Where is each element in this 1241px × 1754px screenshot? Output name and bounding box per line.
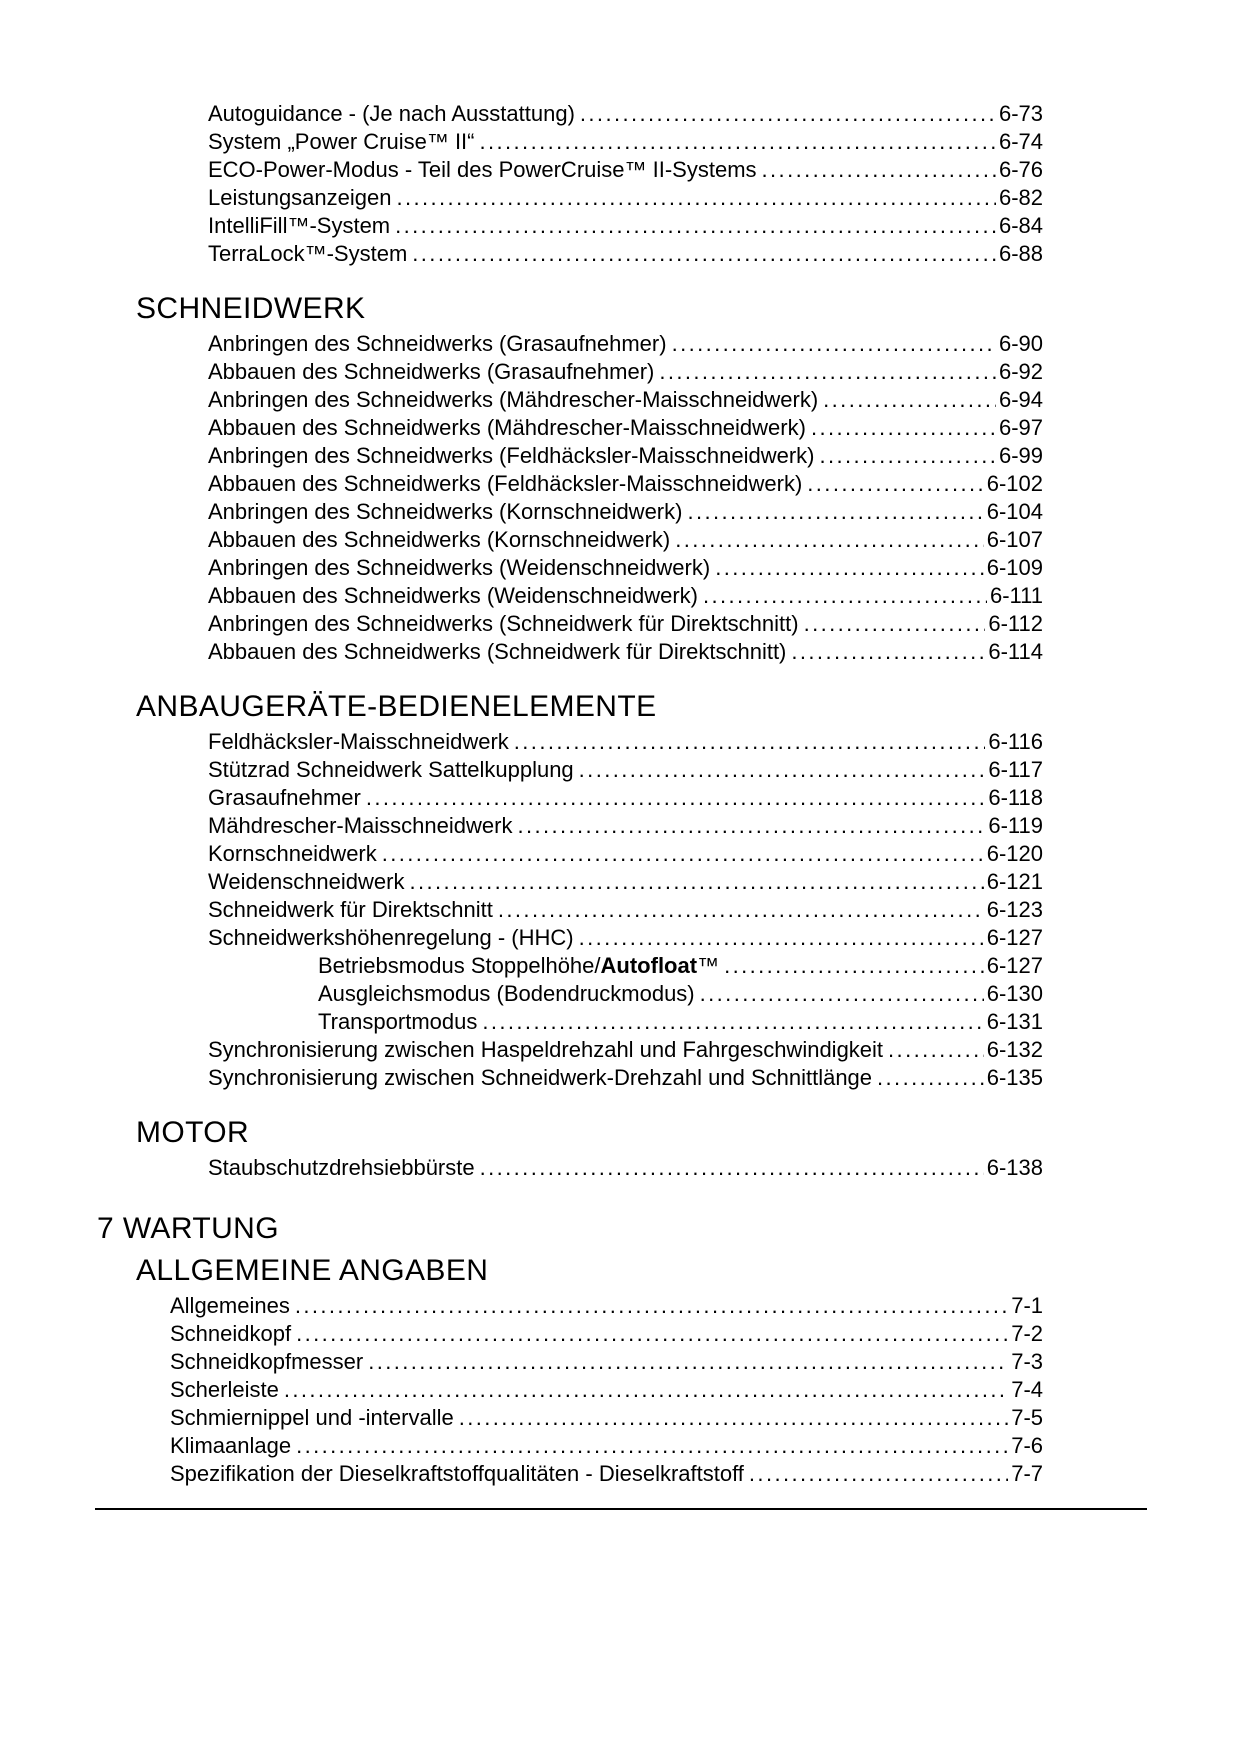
toc-entry-label: [318, 952, 719, 980]
toc-entry: [0, 840, 1043, 868]
toc-entry-page-number: 6-127: [986, 925, 1043, 950]
toc-dot-leader: [514, 728, 986, 756]
toc-dot-leader: [675, 526, 983, 554]
toc-entry: [0, 896, 1043, 924]
toc-entry-label: Spezifikation der Dieselkraftstoffqualitäten - Dieselkraftstoff: [170, 1461, 744, 1486]
toc-dot-leader: [877, 1064, 984, 1092]
toc-entry: [0, 1292, 1043, 1320]
toc-entry-label: TerraLock™-System: [208, 241, 408, 266]
toc-entry: [0, 1008, 1043, 1036]
toc-dot-leader: [580, 100, 996, 128]
toc-entry: [0, 240, 1043, 268]
toc-dot-leader: [517, 812, 985, 840]
toc-entry-page-number: 6-76: [998, 157, 1043, 182]
toc-dot-leader: [459, 1404, 1009, 1432]
toc-entry-page-number: 6-94: [998, 387, 1043, 412]
toc-entry: [0, 386, 1043, 414]
toc-entry-page-number: 6-90: [998, 331, 1043, 356]
toc-dot-leader: [703, 582, 987, 610]
toc-dot-leader: [823, 386, 996, 414]
toc-entry-page-number: 6-120: [986, 841, 1043, 866]
toc-entry-label: Weidenschneidwerk: [208, 869, 405, 894]
toc-entry: [0, 212, 1043, 240]
toc-entry: [0, 924, 1043, 952]
toc-entry-page-number: 7-1: [1011, 1293, 1043, 1318]
toc-entry-label: Staubschutzdrehsiebbürste: [208, 1155, 475, 1180]
toc-entry: [0, 442, 1043, 470]
toc-dot-leader: [804, 610, 986, 638]
toc-entry: [0, 582, 1043, 610]
toc-entry-page-number: 6-117: [988, 757, 1043, 782]
toc-entry: [0, 184, 1043, 212]
toc-dot-leader: [715, 554, 984, 582]
toc-entry: [0, 330, 1043, 358]
toc-entry-label: Kornschneidwerk: [208, 841, 377, 866]
toc-dot-leader: [480, 128, 996, 156]
toc-entry-label: Abbauen des Schneidwerks (Mähdrescher-Maisschneidwerk): [208, 415, 806, 440]
toc-entry-page-number: 6-88: [998, 241, 1043, 266]
toc-entry-page-number: 6-92: [998, 359, 1043, 384]
toc-entry-label: Klimaanlage: [170, 1433, 292, 1458]
toc-entry: [0, 1348, 1043, 1376]
toc-entry: [0, 952, 1043, 980]
toc-entry-page-number: 6-99: [998, 443, 1043, 468]
toc-entry: [0, 980, 1043, 1008]
toc-entry-label: System „Power Cruise™ II“: [208, 129, 475, 154]
toc-entry-page-number: 6-74: [998, 129, 1043, 154]
toc-entry: [0, 728, 1043, 756]
toc-dot-leader: [284, 1376, 1008, 1404]
toc-dot-leader: [395, 212, 996, 240]
toc-entry-page-number: 6-114: [988, 639, 1043, 664]
toc-entry: [0, 1154, 1043, 1182]
toc-dot-leader: [700, 980, 984, 1008]
toc-entry-page-number: 6-111: [989, 583, 1043, 608]
toc-entry-label: Transportmodus: [318, 1009, 478, 1034]
toc-entry: [0, 638, 1043, 666]
toc-entry-label: Anbringen des Schneidwerks (Mähdrescher-Maisschneidwerk): [208, 387, 819, 412]
toc-entry: [0, 1432, 1043, 1460]
toc-entry-label: Scherleiste: [170, 1377, 279, 1402]
toc-entry-label: Abbauen des Schneidwerks (Kornschneidwerk): [208, 527, 671, 552]
toc-entry: [0, 156, 1043, 184]
toc-entry-label: Abbauen des Schneidwerks (Feldhäcksler-Maisschneidwerk): [208, 471, 803, 496]
section-heading: MOTOR: [136, 1116, 250, 1149]
toc-dot-leader: [579, 924, 984, 952]
toc-entry-page-number: 6-119: [988, 813, 1043, 838]
toc-entry-page-number: 6-118: [988, 785, 1043, 810]
toc-entry-page-number: 6-84: [998, 213, 1043, 238]
toc-entry-page-number: 6-97: [998, 415, 1043, 440]
toc-entry-page-number: 6-123: [986, 897, 1043, 922]
toc-entry-page-number: 6-131: [986, 1009, 1043, 1034]
toc-dot-leader: [807, 470, 983, 498]
toc-entry-page-number: 7-2: [1011, 1321, 1043, 1346]
toc-dot-leader: [672, 330, 996, 358]
toc-entry-label: Mähdrescher-Maisschneidwerk: [208, 813, 513, 838]
toc-entry-page-number: 6-112: [988, 611, 1043, 636]
toc-entry-label: Abbauen des Schneidwerks (Schneidwerk für Direktschnitt): [208, 639, 787, 664]
toc-entry-label: Synchronisierung zwischen Schneidwerk-Drehzahl und Schnittlänge: [208, 1065, 873, 1090]
toc-entry-page-number: 7-4: [1011, 1377, 1043, 1402]
toc-entry-page-number: 7-6: [1011, 1433, 1043, 1458]
toc-entry-page-number: 6-82: [998, 185, 1043, 210]
toc-entry-page-number: 6-121: [986, 869, 1043, 894]
toc-dot-leader: [382, 840, 984, 868]
toc-entry: [0, 868, 1043, 896]
toc-entry-label: Ausgleichsmodus (Bodendruckmodus): [318, 981, 695, 1006]
toc-dot-leader: [296, 1320, 1008, 1348]
toc-entry: [0, 1036, 1043, 1064]
toc-entry: [0, 498, 1043, 526]
toc-dot-leader: [295, 1292, 1008, 1320]
toc-entry-page-number: 7-5: [1011, 1405, 1043, 1430]
toc-entry-label: Anbringen des Schneidwerks (Kornschneidwerk): [208, 499, 683, 524]
toc-entry-page-number: 6-102: [986, 471, 1043, 496]
toc-entry-label-segment: ™: [697, 953, 720, 978]
toc-dot-leader: [749, 1460, 1008, 1488]
toc-entry: [0, 526, 1043, 554]
toc-entry-page-number: 6-116: [988, 729, 1043, 754]
toc-dot-leader: [409, 868, 983, 896]
chapter-heading: 7 WARTUNG: [97, 1212, 279, 1245]
toc-entry-label: ECO-Power-Modus - Teil des PowerCruise™ II-Systems: [208, 157, 757, 182]
toc-entry: [0, 1376, 1043, 1404]
section-heading: ALLGEMEINE ANGABEN: [136, 1254, 489, 1287]
toc-entry: [0, 784, 1043, 812]
section-heading: ANBAUGERÄTE-BEDIENELEMENTE: [136, 690, 657, 723]
toc-entry-label: Leistungsanzeigen: [208, 185, 392, 210]
toc-dot-leader: [482, 1008, 983, 1036]
toc-entry-page-number: 6-104: [986, 499, 1043, 524]
toc-entry-label: Abbauen des Schneidwerks (Weidenschneidwerk): [208, 583, 698, 608]
toc-entry-page-number: 6-107: [986, 527, 1043, 552]
toc-entry-label: Autoguidance - (Je nach Ausstattung): [208, 101, 575, 126]
toc-dot-leader: [368, 1348, 1008, 1376]
toc-entry-label: Stützrad Schneidwerk Sattelkupplung: [208, 757, 574, 782]
toc-entry: [0, 470, 1043, 498]
toc-entry-label-bold-segment: Autofloat: [600, 953, 698, 978]
toc-entry-label: Schneidwerk für Direktschnitt: [208, 897, 493, 922]
toc-entry-page-number: 6-132: [986, 1037, 1043, 1062]
toc-entry: [0, 414, 1043, 442]
footer-rule: [95, 1508, 1147, 1510]
toc-dot-leader: [296, 1432, 1008, 1460]
toc-entry: [0, 1320, 1043, 1348]
toc-dot-leader: [412, 240, 996, 268]
toc-entry-label: Anbringen des Schneidwerks (Weidenschneidwerk): [208, 555, 711, 580]
toc-entry-label: Grasaufnehmer: [208, 785, 361, 810]
toc-dot-leader: [888, 1036, 984, 1064]
toc-entry: [0, 1460, 1043, 1488]
toc-entry-label: Anbringen des Schneidwerks (Schneidwerk für Direktschnitt): [208, 611, 799, 636]
toc-dot-leader: [498, 896, 984, 924]
toc-entry: [0, 1404, 1043, 1432]
toc-dot-leader: [659, 358, 996, 386]
toc-entry-label: Schmiernippel und -intervalle: [170, 1405, 454, 1430]
toc-entry-label: Schneidkopf: [170, 1321, 292, 1346]
toc-entry: [0, 812, 1043, 840]
toc-entry: [0, 554, 1043, 582]
toc-entry: [0, 358, 1043, 386]
toc-dot-leader: [480, 1154, 984, 1182]
toc-entry-label: Feldhäcksler-Maisschneidwerk: [208, 729, 509, 754]
toc-dot-leader: [687, 498, 983, 526]
toc-entry-page-number: 6-135: [986, 1065, 1043, 1090]
toc-entry-label: Schneidkopfmesser: [170, 1349, 364, 1374]
toc-entry-page-number: 6-73: [998, 101, 1043, 126]
toc-dot-leader: [811, 414, 996, 442]
toc-entry-page-number: 7-7: [1011, 1461, 1043, 1486]
toc-entry: [0, 100, 1043, 128]
toc-entry-page-number: 6-130: [986, 981, 1043, 1006]
toc-entry-label: IntelliFill™-System: [208, 213, 391, 238]
toc-entry-label: Synchronisierung zwischen Haspeldrehzahl und Fahrgeschwindigkeit: [208, 1037, 884, 1062]
toc-entry: [0, 128, 1043, 156]
toc-entry-page-number: 6-109: [986, 555, 1043, 580]
toc-dot-leader: [366, 784, 986, 812]
toc-entry: [0, 610, 1043, 638]
toc-entry-label: Allgemeines: [170, 1293, 290, 1318]
toc-entry-label: Schneidwerkshöhenregelung - (HHC): [208, 925, 574, 950]
toc-entry-label: Abbauen des Schneidwerks (Grasaufnehmer): [208, 359, 655, 384]
toc-entry: [0, 756, 1043, 784]
section-heading: SCHNEIDWERK: [136, 292, 366, 325]
toc-entry-page-number: 7-3: [1011, 1349, 1043, 1374]
toc-dot-leader: [791, 638, 985, 666]
toc-dot-leader: [396, 184, 995, 212]
toc-entry-label: Anbringen des Schneidwerks (Feldhäcksler-Maisschneidwerk): [208, 443, 815, 468]
toc-entry-page-number: 6-127: [986, 953, 1043, 978]
toc-dot-leader: [819, 442, 995, 470]
toc-entry-label-segment: Betriebsmodus Stoppelhöhe/: [318, 953, 601, 978]
toc-entry-page-number: 6-138: [986, 1155, 1043, 1180]
toc-dot-leader: [762, 156, 996, 184]
toc-dot-leader: [579, 756, 986, 784]
toc-entry-label: Anbringen des Schneidwerks (Grasaufnehmer): [208, 331, 667, 356]
toc-entry: [0, 1064, 1043, 1092]
toc-dot-leader: [724, 952, 984, 980]
